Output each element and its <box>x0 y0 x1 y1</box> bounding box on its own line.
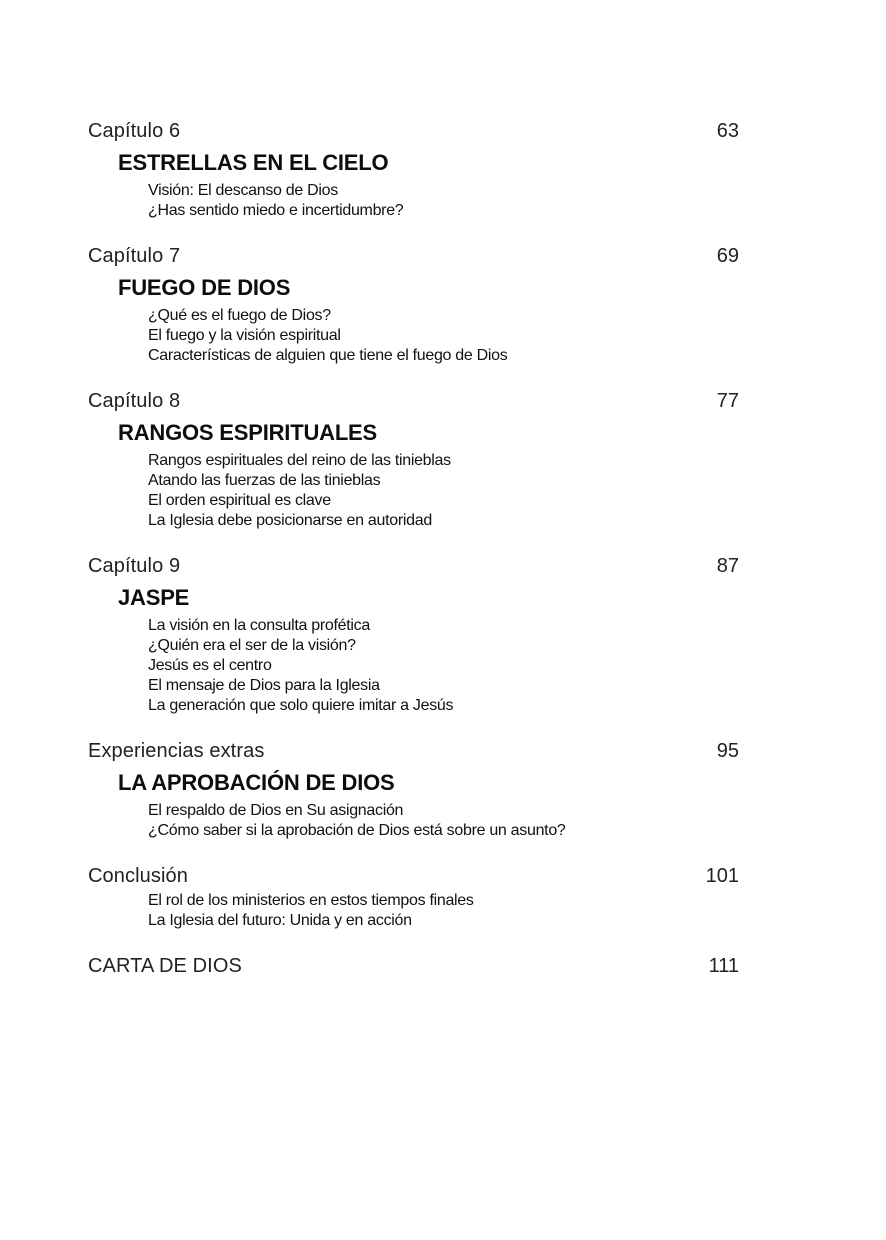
subsection-item: El respaldo de Dios en Su asignación <box>148 802 404 819</box>
chapter-label: Capítulo 9 <box>88 555 181 577</box>
subsection-item: Atando las fuerzas de las tinieblas <box>148 472 381 489</box>
page-number: 63 <box>716 120 739 142</box>
subsection-list <box>148 616 739 716</box>
toc-entry <box>88 738 739 841</box>
subsection-item: ¿Qué es el fuego de Dios? <box>148 307 331 324</box>
page-number: 77 <box>716 390 739 412</box>
chapter-label: CARTA DE DIOS <box>88 955 242 977</box>
chapter-label: Capítulo 6 <box>88 120 181 142</box>
subsection-item: El mensaje de Dios para la Iglesia <box>148 677 380 694</box>
page-number: 87 <box>716 555 739 577</box>
toc-entry <box>88 118 739 221</box>
toc-entry <box>88 863 739 931</box>
subsection-item: Jesús es el centro <box>148 657 272 674</box>
page-number: 69 <box>716 245 739 267</box>
subsection-list <box>148 891 739 931</box>
chapter-title: ESTRELLAS EN EL CIELO <box>118 150 389 175</box>
chapter-title: FUEGO DE DIOS <box>118 275 291 300</box>
subsection-list <box>148 306 739 366</box>
chapter-title: LA APROBACIÓN DE DIOS <box>118 770 395 795</box>
subsection-item: La Iglesia del futuro: Unida y en acción <box>148 912 412 929</box>
subsection-list <box>148 451 739 531</box>
page-number: 101 <box>705 865 739 887</box>
subsection-item: Rangos espirituales del reino de las tinieblas <box>148 452 451 469</box>
subsection-item: La generación que solo quiere imitar a Jesús <box>148 697 454 714</box>
subsection-list <box>148 801 739 841</box>
chapter-title: RANGOS ESPIRITUALES <box>118 420 378 445</box>
toc-entry <box>88 553 739 716</box>
toc-entry-header <box>88 243 739 269</box>
toc-entry-header <box>88 388 739 414</box>
chapter-label: Capítulo 8 <box>88 390 181 412</box>
subsection-list <box>148 181 739 221</box>
page-number: 95 <box>716 740 739 762</box>
subsection-item: La Iglesia debe posicionarse en autoridad <box>148 512 432 529</box>
subsection-item: El rol de los ministerios en estos tiempos finales <box>148 892 474 909</box>
subsection-item: Visión: El descanso de Dios <box>148 182 338 199</box>
toc-entry <box>88 388 739 531</box>
toc-entry <box>88 953 739 979</box>
toc-entry <box>88 243 739 366</box>
subsection-item: Características de alguien que tiene el fuego de Dios <box>148 347 508 364</box>
table-of-contents <box>88 118 739 1001</box>
toc-entry-header <box>88 553 739 579</box>
subsection-item: La visión en la consulta profética <box>148 617 370 634</box>
page-number: 111 <box>708 955 739 977</box>
toc-entry-header <box>88 118 739 144</box>
subsection-item: ¿Has sentido miedo e incertidumbre? <box>148 202 404 219</box>
chapter-label: Capítulo 7 <box>88 245 181 267</box>
subsection-item: ¿Quién era el ser de la visión? <box>148 637 356 654</box>
subsection-item: El fuego y la visión espiritual <box>148 327 341 344</box>
chapter-title: JASPE <box>118 585 190 610</box>
subsection-item: ¿Cómo saber si la aprobación de Dios está sobre un asunto? <box>148 822 566 839</box>
toc-entry-header <box>88 953 739 979</box>
chapter-label: Experiencias extras <box>88 740 265 762</box>
toc-entry-header <box>88 863 739 889</box>
chapter-label: Conclusión <box>88 865 188 887</box>
subsection-item: El orden espiritual es clave <box>148 492 331 509</box>
toc-entry-header <box>88 738 739 764</box>
